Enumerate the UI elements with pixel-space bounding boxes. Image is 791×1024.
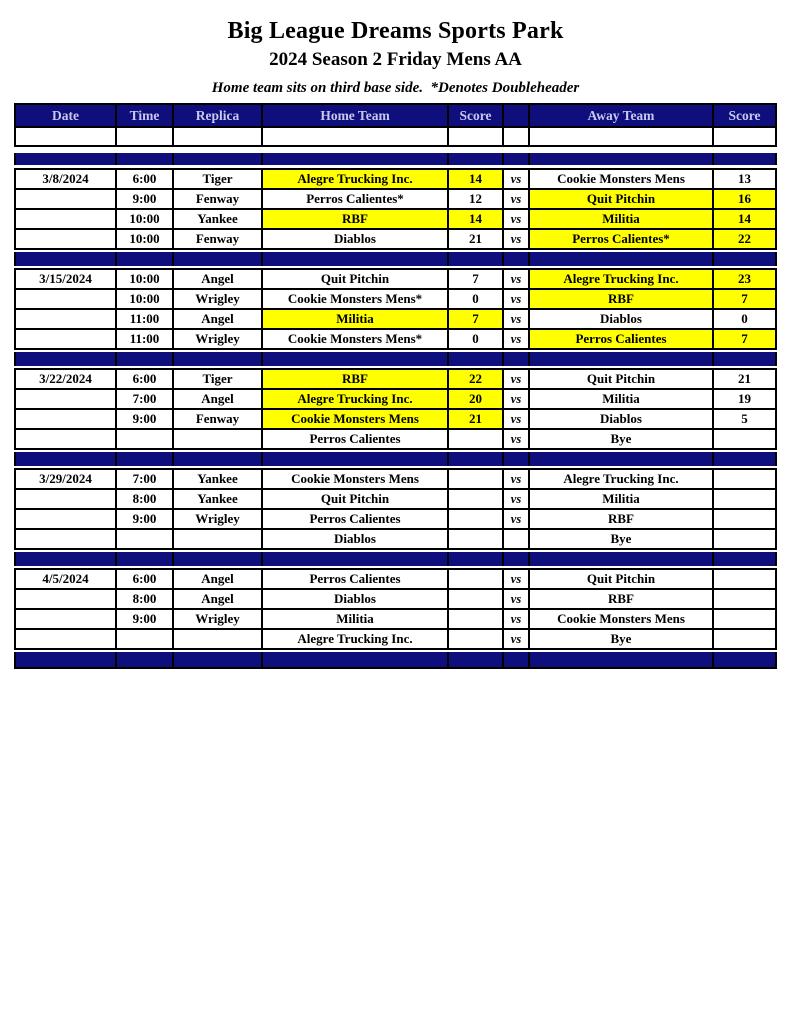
blank-cell [502, 128, 528, 145]
time-cell: 9:00 [115, 610, 172, 628]
home-team-cell: Diablos [261, 530, 447, 548]
vs-label: vs [502, 230, 528, 248]
separator-cell [447, 552, 502, 566]
away-score-cell [712, 530, 777, 548]
replica-cell: Angel [172, 390, 261, 408]
replica-cell [172, 630, 261, 648]
separator-cell [115, 252, 172, 266]
replica-cell: Tiger [172, 170, 261, 188]
header-cell-replica: Replica [172, 105, 261, 126]
away-score-cell: 13 [712, 170, 777, 188]
time-cell [115, 530, 172, 548]
vs-label [502, 530, 528, 548]
replica-cell: Fenway [172, 410, 261, 428]
blank-cell [14, 128, 115, 145]
vs-label: vs [502, 190, 528, 208]
separator-cell [528, 652, 712, 667]
separator-cell [712, 452, 777, 466]
home-score-cell [447, 470, 502, 488]
separator-cell [261, 252, 447, 266]
time-cell: 10:00 [115, 290, 172, 308]
vs-label: vs [502, 610, 528, 628]
away-score-cell: 16 [712, 190, 777, 208]
game-row [14, 290, 777, 310]
time-cell: 6:00 [115, 570, 172, 588]
game-row [14, 610, 777, 630]
away-team-cell: Quit Pitchin [528, 570, 712, 588]
vs-label: vs [502, 330, 528, 348]
home-team-cell: Perros Calientes* [261, 190, 447, 208]
game-row [14, 468, 777, 490]
time-cell: 10:00 [115, 210, 172, 228]
separator-cell [502, 552, 528, 566]
blank-cell [712, 128, 777, 145]
separator-cell [528, 352, 712, 366]
game-row [14, 368, 777, 390]
replica-cell: Wrigley [172, 610, 261, 628]
time-cell: 8:00 [115, 490, 172, 508]
away-score-cell [712, 590, 777, 608]
separator-cell [115, 652, 172, 667]
separator-cell [14, 252, 115, 266]
separator-band [14, 552, 777, 566]
separator-cell [172, 652, 261, 667]
blank-cell [261, 128, 447, 145]
header-cell-home-team: Home Team [261, 105, 447, 126]
time-cell: 9:00 [115, 510, 172, 528]
separator-cell [528, 252, 712, 266]
replica-cell: Wrigley [172, 330, 261, 348]
separator-cell [502, 153, 528, 165]
schedule-note: Home team sits on third base side. *Denotes Doubleheader [211, 80, 580, 96]
home-score-cell [447, 530, 502, 548]
date-cell: 4/5/2024 [14, 570, 115, 588]
vs-label: vs [502, 290, 528, 308]
away-score-cell [712, 630, 777, 648]
home-score-cell: 22 [447, 370, 502, 388]
separator-cell [502, 652, 528, 667]
time-cell: 10:00 [115, 270, 172, 288]
game-row [14, 390, 777, 410]
replica-cell [172, 530, 261, 548]
game-row [14, 430, 777, 450]
time-cell: 10:00 [115, 230, 172, 248]
table-header-row [14, 103, 777, 128]
separator-cell [447, 153, 502, 165]
separator-cell [712, 652, 777, 667]
date-cell [14, 310, 115, 328]
game-row [14, 310, 777, 330]
separator-band [14, 352, 777, 366]
date-cell [14, 410, 115, 428]
home-team-cell: Alegre Trucking Inc. [261, 390, 447, 408]
away-score-cell [712, 610, 777, 628]
away-score-cell: 21 [712, 370, 777, 388]
replica-cell: Angel [172, 270, 261, 288]
date-cell [14, 510, 115, 528]
home-team-cell: Cookie Monsters Mens [261, 470, 447, 488]
away-team-cell: Quit Pitchin [528, 370, 712, 388]
replica-cell: Fenway [172, 190, 261, 208]
home-score-cell [447, 630, 502, 648]
away-score-cell: 22 [712, 230, 777, 248]
separator-cell [712, 352, 777, 366]
date-cell [14, 210, 115, 228]
separator-band [14, 452, 777, 466]
separator-cell [14, 153, 115, 165]
date-cell: 3/22/2024 [14, 370, 115, 388]
blank-cell [115, 128, 172, 145]
replica-cell: Yankee [172, 210, 261, 228]
header-cell-home-score: Score [447, 105, 502, 126]
time-cell: 7:00 [115, 470, 172, 488]
time-cell: 7:00 [115, 390, 172, 408]
game-row [14, 630, 777, 650]
away-score-cell: 14 [712, 210, 777, 228]
separator-cell [502, 452, 528, 466]
home-score-cell [447, 490, 502, 508]
separator-cell [172, 452, 261, 466]
time-cell [115, 430, 172, 448]
home-team-cell: Cookie Monsters Mens* [261, 290, 447, 308]
date-cell [14, 230, 115, 248]
away-score-cell: 19 [712, 390, 777, 408]
separator-cell [115, 452, 172, 466]
separator-cell [172, 252, 261, 266]
date-cell [14, 630, 115, 648]
home-score-cell: 14 [447, 210, 502, 228]
replica-cell: Wrigley [172, 290, 261, 308]
home-team-cell: Cookie Monsters Mens* [261, 330, 447, 348]
game-row [14, 268, 777, 290]
date-cell: 3/15/2024 [14, 270, 115, 288]
away-team-cell: Diablos [528, 410, 712, 428]
header-cell-time: Time [115, 105, 172, 126]
date-cell [14, 290, 115, 308]
date-cell: 3/8/2024 [14, 170, 115, 188]
vs-label: vs [502, 410, 528, 428]
game-row [14, 330, 777, 350]
separator-cell [14, 452, 115, 466]
away-team-cell: Cookie Monsters Mens [528, 610, 712, 628]
separator-cell [712, 252, 777, 266]
home-team-cell: Quit Pitchin [261, 490, 447, 508]
vs-label: vs [502, 430, 528, 448]
vs-label: vs [502, 270, 528, 288]
home-score-cell: 7 [447, 270, 502, 288]
vs-label: vs [502, 210, 528, 228]
date-cell [14, 430, 115, 448]
date-cell [14, 490, 115, 508]
vs-label: vs [502, 590, 528, 608]
date-cell [14, 590, 115, 608]
vs-label: vs [502, 490, 528, 508]
home-score-cell [447, 570, 502, 588]
replica-cell: Wrigley [172, 510, 261, 528]
separator-cell [447, 252, 502, 266]
vs-label: vs [502, 370, 528, 388]
away-team-cell: Militia [528, 390, 712, 408]
date-cell [14, 330, 115, 348]
replica-cell: Yankee [172, 490, 261, 508]
separator-cell [261, 153, 447, 165]
separator-cell [447, 452, 502, 466]
away-score-cell [712, 490, 777, 508]
header-cell-away-team: Away Team [528, 105, 712, 126]
vs-label: vs [502, 170, 528, 188]
date-cell [14, 190, 115, 208]
away-team-cell: Diablos [528, 310, 712, 328]
home-score-cell [447, 430, 502, 448]
away-score-cell [712, 430, 777, 448]
time-cell: 11:00 [115, 310, 172, 328]
time-cell: 6:00 [115, 170, 172, 188]
home-team-cell: Perros Calientes [261, 570, 447, 588]
home-score-cell [447, 610, 502, 628]
date-cell [14, 530, 115, 548]
header-cell-date: Date [14, 105, 115, 126]
replica-cell: Angel [172, 570, 261, 588]
game-row [14, 410, 777, 430]
game-row [14, 590, 777, 610]
replica-cell [172, 430, 261, 448]
home-team-cell: Alegre Trucking Inc. [261, 170, 447, 188]
game-row [14, 530, 777, 550]
away-team-cell: Bye [528, 430, 712, 448]
separator-cell [14, 352, 115, 366]
replica-cell: Angel [172, 310, 261, 328]
home-score-cell: 20 [447, 390, 502, 408]
away-score-cell: 5 [712, 410, 777, 428]
away-team-cell: Quit Pitchin [528, 190, 712, 208]
separator-cell [261, 652, 447, 667]
home-team-cell: Quit Pitchin [261, 270, 447, 288]
away-team-cell: Bye [528, 630, 712, 648]
game-row [14, 490, 777, 510]
blank-row [14, 128, 777, 147]
separator-band [14, 153, 777, 165]
schedule-table [14, 103, 777, 669]
home-team-cell: Cookie Monsters Mens [261, 410, 447, 428]
game-row [14, 210, 777, 230]
away-team-cell: Bye [528, 530, 712, 548]
away-team-cell: RBF [528, 290, 712, 308]
away-score-cell: 23 [712, 270, 777, 288]
away-team-cell: Alegre Trucking Inc. [528, 270, 712, 288]
home-team-cell: Militia [261, 610, 447, 628]
separator-cell [14, 552, 115, 566]
separator-band [14, 652, 777, 669]
date-cell: 3/29/2024 [14, 470, 115, 488]
time-cell [115, 630, 172, 648]
home-score-cell: 7 [447, 310, 502, 328]
separator-cell [261, 452, 447, 466]
separator-cell [172, 352, 261, 366]
away-score-cell: 7 [712, 290, 777, 308]
home-team-cell: Diablos [261, 230, 447, 248]
separator-cell [447, 652, 502, 667]
away-score-cell [712, 510, 777, 528]
away-team-cell: Perros Calientes* [528, 230, 712, 248]
game-row [14, 510, 777, 530]
home-team-cell: Alegre Trucking Inc. [261, 630, 447, 648]
game-row [14, 190, 777, 210]
replica-cell: Yankee [172, 470, 261, 488]
home-team-cell: Perros Calientes [261, 430, 447, 448]
time-cell: 8:00 [115, 590, 172, 608]
away-score-cell [712, 570, 777, 588]
separator-cell [528, 452, 712, 466]
away-score-cell: 0 [712, 310, 777, 328]
away-team-cell: Militia [528, 210, 712, 228]
separator-cell [115, 153, 172, 165]
separator-cell [712, 552, 777, 566]
home-score-cell: 21 [447, 410, 502, 428]
time-cell: 9:00 [115, 190, 172, 208]
page-title: Big League Dreams Sports Park [227, 18, 564, 44]
separator-cell [502, 352, 528, 366]
vs-label: vs [502, 510, 528, 528]
blank-cell [447, 128, 502, 145]
game-row [14, 168, 777, 190]
separator-cell [14, 652, 115, 667]
header-cell-vs [502, 105, 528, 126]
away-team-cell: Cookie Monsters Mens [528, 170, 712, 188]
title-block [0, 0, 791, 97]
home-team-cell: Militia [261, 310, 447, 328]
vs-label: vs [502, 570, 528, 588]
separator-cell [447, 352, 502, 366]
home-team-cell: RBF [261, 370, 447, 388]
home-team-cell: RBF [261, 210, 447, 228]
replica-cell: Tiger [172, 370, 261, 388]
separator-cell [712, 153, 777, 165]
game-row [14, 230, 777, 250]
home-score-cell: 0 [447, 330, 502, 348]
time-cell: 6:00 [115, 370, 172, 388]
home-team-cell: Perros Calientes [261, 510, 447, 528]
home-score-cell [447, 510, 502, 528]
away-team-cell: Alegre Trucking Inc. [528, 470, 712, 488]
header-cell-away-score: Score [712, 105, 777, 126]
vs-label: vs [502, 470, 528, 488]
separator-cell [115, 552, 172, 566]
vs-label: vs [502, 630, 528, 648]
home-score-cell [447, 590, 502, 608]
separator-cell [528, 552, 712, 566]
separator-cell [115, 352, 172, 366]
away-team-cell: Militia [528, 490, 712, 508]
separator-cell [172, 552, 261, 566]
game-row [14, 568, 777, 590]
away-team-cell: Perros Calientes [528, 330, 712, 348]
home-score-cell: 21 [447, 230, 502, 248]
separator-cell [261, 552, 447, 566]
blank-cell [528, 128, 712, 145]
vs-label: vs [502, 310, 528, 328]
date-cell [14, 390, 115, 408]
away-team-cell: RBF [528, 590, 712, 608]
season-subtitle: 2024 Season 2 Friday Mens AA [269, 49, 522, 70]
home-score-cell: 12 [447, 190, 502, 208]
replica-cell: Angel [172, 590, 261, 608]
vs-label: vs [502, 390, 528, 408]
home-score-cell: 0 [447, 290, 502, 308]
date-cell [14, 610, 115, 628]
separator-band [14, 252, 777, 266]
separator-cell [172, 153, 261, 165]
separator-cell [502, 252, 528, 266]
blank-cell [172, 128, 261, 145]
separator-cell [261, 352, 447, 366]
time-cell: 9:00 [115, 410, 172, 428]
time-cell: 11:00 [115, 330, 172, 348]
away-team-cell: RBF [528, 510, 712, 528]
home-score-cell: 14 [447, 170, 502, 188]
away-score-cell: 7 [712, 330, 777, 348]
home-team-cell: Diablos [261, 590, 447, 608]
away-score-cell [712, 470, 777, 488]
separator-cell [528, 153, 712, 165]
replica-cell: Fenway [172, 230, 261, 248]
